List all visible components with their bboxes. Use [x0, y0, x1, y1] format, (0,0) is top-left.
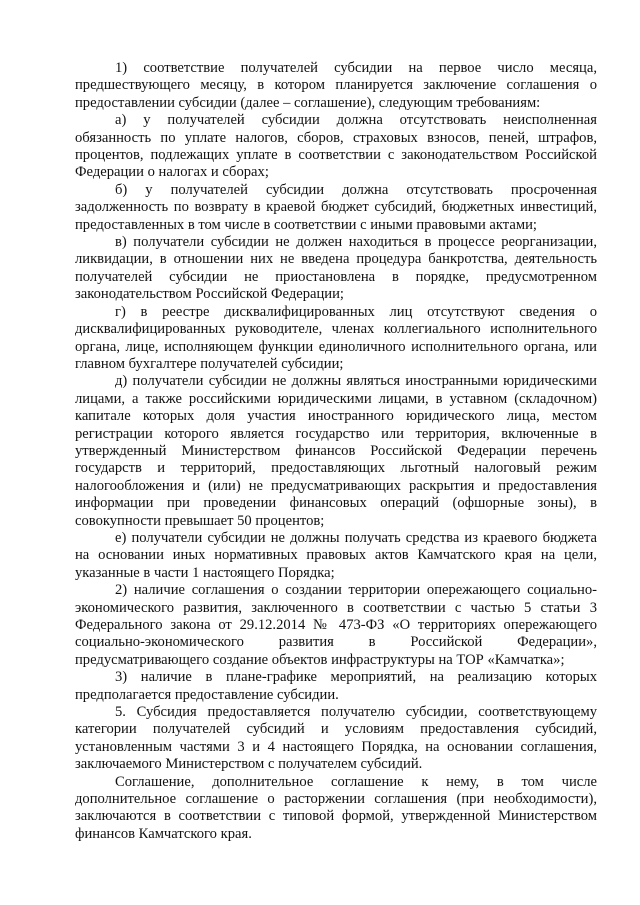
paragraph-1a-tax-obligations: а) у получателей субсидии должна отсутствовать неисполненная обязанность по уплате налогов, сборов, страховых взносов, пеней, штрафов, процентов, подлежащих уплате в соответствии с законодательством Российской Федерации о налогах и сборах;: [75, 112, 597, 181]
paragraph-2-tor-agreement: 2) наличие соглашения о создании территории опережающего социально-экономического развития, заключенного в соответствии с частью 5 статьи 3 Федерального закона от 29.12.2014 № 473-ФЗ «О территориях опережающего социально-экономического развития в Российской Федерации», предусматривающего создание объектов инфраструктуры на ТОР «Камчатка»;: [75, 582, 597, 668]
paragraph-1v-reorganization: в) получатели субсидии не должен находиться в процессе реорганизации, ликвидации, в отношении них не введена процедура банкротства, деятельность получателей субсидии не приостановлена в порядке, предусмотренном законодательством Российской Федерации;: [75, 234, 597, 303]
document-body: [75, 60, 597, 843]
paragraph-1g-disqualified-persons: г) в реестре дисквалифицированных лиц отсутствуют сведения о дисквалифицированных руководителе, членах коллегиального исполнительного органа, лице, исполняющем функции единоличного исполнительного органа, или главном бухгалтере получателей субсидии;: [75, 303, 597, 372]
paragraph-1-requirements-intro: 1) соответствие получателей субсидии на первое число месяца, предшествующего месяцу, в котором планируется заключение соглашения о предоставлении субсидии (далее – соглашение), следующим требованиям:: [75, 60, 597, 111]
paragraph-3-schedule: 3) наличие в плане-графике мероприятий, на реализацию которых предполагается предоставление субсидии.: [75, 669, 597, 703]
paragraph-1b-overdue-debt: б) у получателей субсидии должна отсутствовать просроченная задолженность по возврату в краевой бюджет субсидий, бюджетных инвестиций, предоставленных в том числе в соответствии с иными правовыми актами;: [75, 181, 597, 233]
paragraph-5-subsidy-provision: 5. Субсидия предоставляется получателю субсидии, соответствующему категории получателей субсидий и условиям предоставления субсидий, установленным частями 3 и 4 настоящего Порядка, на основании соглашения, заключаемого Министерством с получателем субсидий.: [75, 704, 597, 773]
paragraph-1d-foreign-entities: д) получатели субсидии не должны являться иностранными юридическими лицами, а также российскими юридическими лицами, в уставном (складочном) капитале которых доля участия иностранного юридического лица, местом регистрации которого является государство или территория, включенные в утвержденный Министерством финансов Российской Федерации перечень государств и территорий, предоставляющих льготный налоговый режим налогообложения и (или) не предусматривающих раскрытия и предоставления информации при проведении финансовых операций (офшорные зоны), в совокупности превышает 50 процентов;: [75, 373, 597, 529]
paragraph-1e-other-funding: е) получатели субсидии не должны получать средства из краевого бюджета на основании иных нормативных правовых актов Камчатского края на цели, указанные в части 1 настоящего Порядка;: [75, 529, 597, 581]
paragraph-agreement-form: Соглашение, дополнительное соглашение к нему, в том числе дополнительное соглашение о расторжении соглашения (при необходимости), заключаются в соответствии с типовой формой, утвержденной Министерством финансов Камчатского края.: [75, 773, 597, 842]
